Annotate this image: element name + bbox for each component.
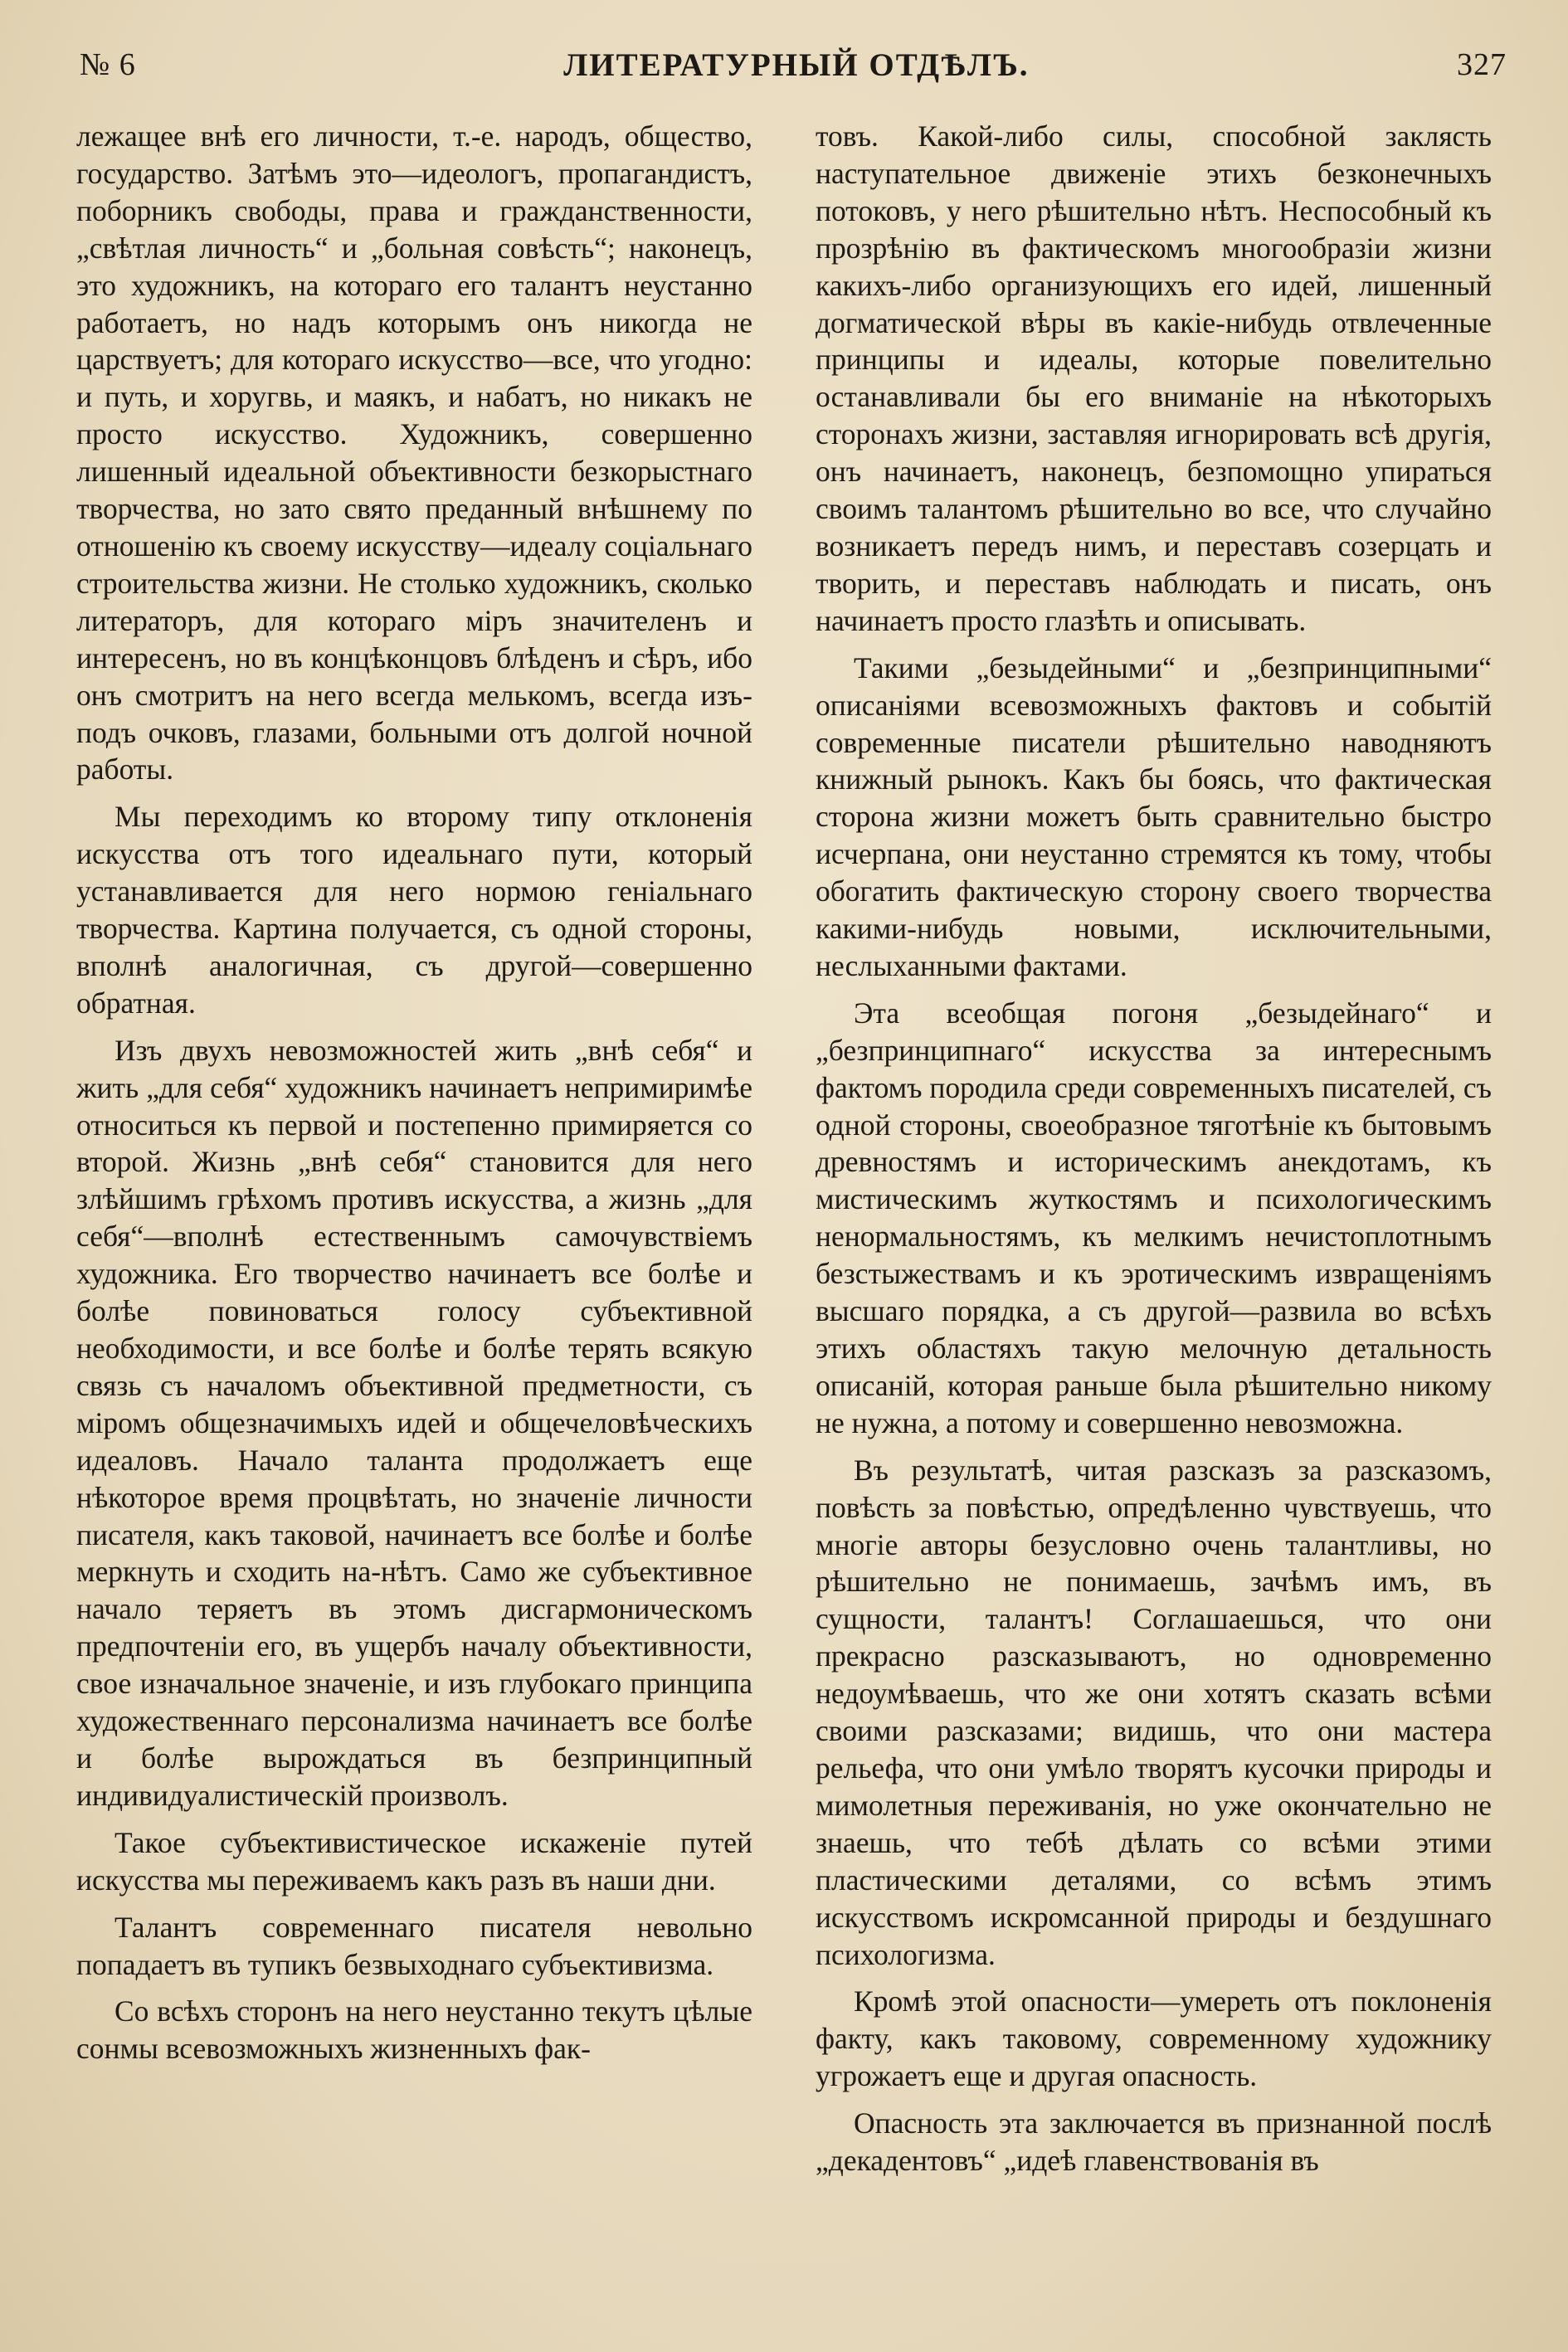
section-title: ЛИТЕРАТУРНЫЙ ОТДѢЛЪ.: [563, 46, 1030, 83]
paragraph: Въ результатѣ, читая разсказъ за разсказомъ, повѣсть за повѣстью, опредѣленно чувствуешь, что многіе авторы безусловно очень талантливы, но рѣшительно не понимаешь, зачѣмъ имъ, въ сущности, талантъ! Соглашаешься, что они прекрасно разсказываютъ, но одновременно недоумѣваешь, что же они хотятъ сказать всѣми своими разсказами; видишь, что они мастера рельефа, что они умѣло творятъ кусочки природы и мимолетныя переживанія, но уже окончательно не знаешь, что тебѣ дѣлать со всѣми этими пластическими деталями, со всѣмъ этимъ искусствомъ искромсанной природы и бездушнаго психологизма.: [816, 1453, 1492, 1971]
issue-number: № 6: [80, 47, 136, 82]
right-column: [816, 118, 1492, 2189]
paragraph: Изъ двухъ невозможностей жить „внѣ себя“ и жить „для себя“ художникъ начинаетъ непримиримѣе относиться къ первой и постепенно примиряется со второй. Жизнь „внѣ себя“ становится для него злѣйшимъ грѣхомъ противъ искусства, а жизнь „для себя“—вполнѣ естественнымъ самочувствіемъ художника. Его творчество начинаетъ все болѣе и болѣе повиноваться голосу субъективной необходимости, и все болѣе и болѣе терять всякую связь съ началомъ объективной предметности, съ міромъ общезначимыхъ идей и общечеловѣческихъ идеаловъ. Начало таланта продолжаетъ еще нѣкоторое время процвѣтать, но значеніе личности писателя, какъ таковой, начинаетъ все болѣе и болѣе меркнуть и сходить на-нѣтъ. Само же субъективное начало теряетъ въ этомъ дисгармоническомъ предпочтеніи его, въ ущербъ началу объективности, свое изначальное значеніе, и изъ глубокаго принципа художественнаго персонализма начинаетъ все болѣе и болѣе вырождаться въ безпринципный индивидуалистическій произволъ.: [76, 1033, 752, 1812]
paragraph: Мы переходимъ ко второму типу отклоненія искусства отъ того идеальнаго пути, который устанавливается для него нормою геніальнаго творчества. Картина получается, съ одной стороны, вполнѣ аналогичная, съ другой—совершенно обратная.: [76, 800, 752, 1020]
paragraph: Такими „безыдейными“ и „безпринципными“ описаніями всевозможныхъ фактовъ и событій современные писатели рѣшительно наводняютъ книжный рынокъ. Какъ бы боясь, что фактическая сторона жизни можетъ быть сравнительно быстро исчерпана, они неустанно стремятся къ тому, чтобы обогатить фактическую сторону своего творчества какими-нибудь новыми, исключительными, неслыханными фактами.: [816, 650, 1492, 982]
paragraph: лежащее внѣ его личности, т.-е. народъ, общество, государство. Затѣмъ это—идеологъ, пропагандистъ, поборникъ свободы, права и гражданственности, „свѣтлая личность“ и „больная совѣсть“; наконецъ, это художникъ, на котораго его талантъ неустанно работаетъ, но надъ которымъ онъ никогда не царствуетъ; для котораго искусство—все, что угодно: и путь, и хоругвь, и маякъ, и набатъ, но никакъ не просто искусство. Художникъ, совершенно лишенный идеальной объективности безкорыстнаго творчества, но зато свято преданный внѣшнему по отношенію къ своему искусству—идеалу соціальнаго строительства жизни. Не столько художникъ, сколько литераторъ, для котораго міръ значителенъ и интересенъ, но въ концѣконцовъ блѣденъ и сѣръ, ибо онъ смотритъ на него всегда мелькомъ, всегда изъ-подъ очковъ, глазами, больными отъ долгой ночной работы.: [76, 119, 752, 786]
paragraph: Опасность эта заключается въ признанной послѣ „декадентовъ“ „идеѣ главенствованія въ: [816, 2106, 1492, 2178]
paragraph: Со всѣхъ сторонъ на него неустанно текутъ цѣлые сонмы всевозможныхъ жизненныхъ фак-: [76, 1994, 752, 2066]
paragraph: Эта всеобщая погоня „безыдейнаго“ и „безпринципнаго“ искусства за интереснымъ фактомъ породила среди современныхъ писателей, съ одной стороны, своеобразное тяготѣніе къ бытовымъ древностямъ и историческимъ анекдотамъ, къ мистическимъ жуткостямъ и психологическимъ ненормальностямъ, къ мелкимъ нечистоплотнымъ безстыжествамъ и къ эротическимъ извращеніямъ высшаго порядка, а съ другой—развила во всѣхъ этихъ областяхъ такую мелочную детальность описаній, которая раньше была рѣшительно никому не нужна, а потому и совершенно невозможна.: [816, 996, 1492, 1439]
paragraph: Кромѣ этой опасности—умереть отъ поклоненія факту, какъ таковому, современному художнику угрожаетъ еще и другая опасность.: [816, 1984, 1492, 2093]
page-header: [80, 43, 1507, 86]
paragraph: Такое субъективистическое искаженіе путей искусства мы переживаемъ какъ разъ въ наши дни.: [76, 1825, 752, 1897]
paragraph: Талантъ современнаго писателя невольно попадаетъ въ тупикъ безвыходнаго субъективизма.: [76, 1910, 752, 1981]
page-number: 327: [1457, 47, 1507, 82]
left-column: [76, 118, 752, 2077]
paragraph: товъ. Какой-либо силы, способной заклясть наступательное движеніе этихъ безконечныхъ потоковъ, у него рѣшительно нѣтъ. Неспособный къ прозрѣнію въ фактическомъ многообразіи жизни какихъ-либо организующихъ его идей, лишенный догматической вѣры въ какіе-нибудь отвлеченные принципы и идеалы, которые повелительно останавливали бы его вниманіе на нѣкоторыхъ сторонахъ жизни, заставляя игнорировать всѣ другія, онъ начинаетъ, наконецъ, безпомощно упираться своимъ талантомъ рѣшительно во все, что случайно возникаетъ передъ нимъ, и переставъ созерцать и творить, и переставъ наблюдать и писать, онъ начинаетъ просто глазѣть и описывать.: [816, 119, 1492, 637]
